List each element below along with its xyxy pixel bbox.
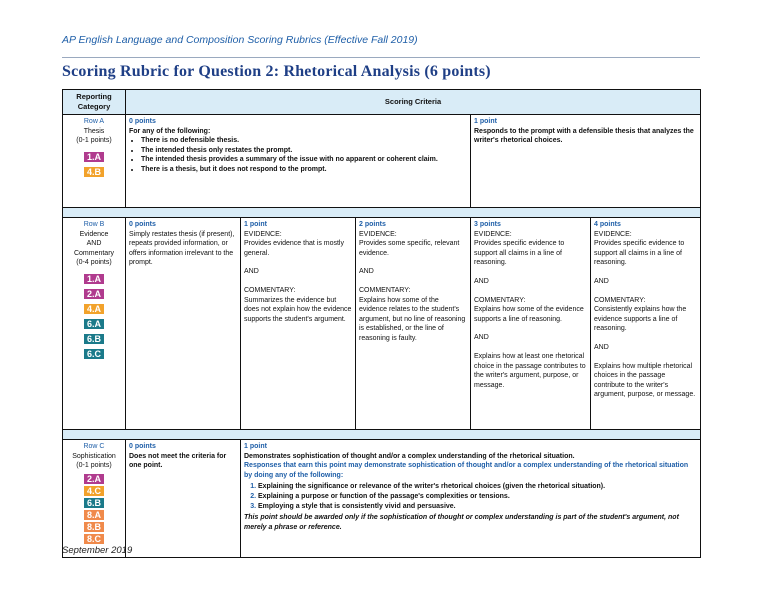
and-label: AND [474, 277, 489, 285]
commentary-text: Summarizes the evidence but does not explain how the evidence supports the student's argument. [244, 296, 352, 323]
evidence-label: EVIDENCE: [244, 230, 282, 238]
points-label: 1 point [244, 443, 267, 450]
and-label: AND [244, 268, 259, 276]
row-c-closing: This point should be awarded only if the sophistication of thought or complex understanding is part of the student's argument, not merely a phrase or reference. [244, 514, 679, 531]
row-b-and: AND [86, 240, 102, 248]
skill-badge: 2.A [84, 474, 104, 484]
points-label: 1 point [474, 118, 497, 125]
skill-badge: 8.C [84, 534, 104, 544]
header-rule [62, 57, 700, 58]
row-divider [63, 208, 701, 218]
row-c-name: Sophistication [72, 452, 116, 460]
evidence-text: Provides specific evidence to support all claims in a line of reasoning. [474, 240, 565, 267]
and-label: AND [594, 277, 609, 285]
row-a [63, 115, 701, 208]
commentary-text: Explains how some of the evidence supports a line of reasoning. [474, 306, 584, 323]
list-item: • There is no defensible thesis. [141, 136, 467, 146]
extra-text: Explains how at least one rhetorical choice in the passage contributes to the writer's argument, purpose, or message. [474, 352, 586, 389]
row-c-1-text: Demonstrates sophistication of thought and/or a complex understanding of the rhetorical situation. [244, 452, 575, 460]
table-header-row [63, 90, 701, 115]
page-title: Scoring Rubric for Question 2: Rhetorical Analysis (6 points) [62, 63, 491, 80]
row-a-name: Thesis [83, 127, 105, 135]
skill-badge: 1.A [84, 274, 104, 284]
row-a-1-point [471, 115, 701, 208]
evidence-label: EVIDENCE: [359, 230, 397, 238]
row-c-category [63, 440, 126, 558]
row-c [63, 440, 701, 558]
points-label: 0 points [129, 443, 156, 450]
evidence-label: EVIDENCE: [594, 230, 632, 238]
commentary-label: COMMENTARY: [359, 286, 411, 294]
skill-badge: 4.B [84, 167, 104, 177]
row-b-4-points [591, 218, 701, 430]
commentary-label: COMMENTARY: [244, 286, 296, 294]
points-label: 3 points [474, 221, 501, 228]
evidence-text: Provides some specific, relevant evidence. [359, 240, 460, 257]
row-a-range: (0-1 points) [76, 137, 112, 145]
points-label: 4 points [594, 221, 621, 228]
commentary-text: Consistently explains how the evidence supports a line of reasoning. [594, 306, 687, 333]
row-a-category [63, 115, 126, 208]
row-divider [63, 430, 701, 440]
extra-text: Explains how multiple rhetorical choices in the passage contribute to the writer's argument, purpose, or message. [594, 362, 696, 399]
skill-badge: 4.A [84, 304, 104, 314]
skill-badge: 1.A [84, 152, 104, 162]
row-b-1-point [241, 218, 356, 430]
skill-badge: 8.B [84, 522, 104, 532]
skill-badge: 2.A [84, 289, 104, 299]
skill-badge: 8.A [84, 510, 104, 520]
row-b-3-points [471, 218, 591, 430]
list-item: • There is a thesis, but it does not respond to the prompt. [141, 165, 467, 175]
document-header: AP English Language and Composition Scoring Rubrics (Effective Fall 2019) [62, 34, 418, 46]
row-b-name2: Commentary [73, 249, 115, 257]
row-a-intro: For any of the following: [129, 127, 211, 135]
row-a-0-points [126, 115, 471, 208]
and-label: AND [474, 334, 489, 342]
footer-date: September 2019 [62, 545, 133, 556]
row-c-0-points [126, 440, 241, 558]
evidence-text: Provides evidence that is mostly general. [244, 240, 344, 257]
commentary-text: Explains how some of the evidence relates to the student's argument, but no line of reasoning is established, or the line of reasoning is faulty. [359, 296, 466, 342]
category-header: Reporting Category [63, 90, 126, 115]
commentary-label: COMMENTARY: [474, 296, 526, 304]
list-item: 3. Employing a style that is consistently vivid and persuasive. [258, 502, 697, 512]
row-c-range: (0-1 points) [76, 462, 112, 470]
list-item: • The intended thesis provides a summary of the issue with no apparent or coherent claim. [141, 155, 467, 165]
row-b-0-points [126, 218, 241, 430]
row-b-0-text: Simply restates thesis (if present), repeats provided information, or offers information irrelevant to the prompt. [129, 230, 235, 267]
row-c-criteria-list [244, 482, 697, 511]
row-b-label: Row B [83, 221, 105, 228]
commentary-label: COMMENTARY: [594, 296, 646, 304]
row-b-category [63, 218, 126, 430]
points-label: 0 points [129, 118, 156, 125]
criteria-header: Scoring Criteria [126, 90, 701, 115]
row-a-criteria-list [129, 136, 467, 174]
evidence-label: EVIDENCE: [474, 230, 512, 238]
points-label: 0 points [129, 221, 156, 228]
rubric-table [62, 89, 701, 558]
row-b-2-points [356, 218, 471, 430]
points-label: 2 points [359, 221, 386, 228]
list-item: • The intended thesis only restates the prompt. [141, 146, 467, 156]
row-b-skill-badges [66, 274, 122, 359]
row-b-name1: Evidence [79, 230, 109, 238]
row-b [63, 218, 701, 430]
row-c-skill-badges [66, 474, 122, 544]
row-a-1-point-text: Responds to the prompt with a defensible thesis that analyzes the writer's rhetorical choices. [474, 127, 694, 145]
list-item: 1. Explaining the significance or relevance of the writer's rhetorical choices (given the rhetorical situation). [258, 482, 697, 492]
skill-badge: 6.A [84, 319, 104, 329]
and-label: AND [594, 343, 609, 351]
row-b-range: (0-4 points) [76, 259, 112, 267]
skill-badge: 6.B [84, 498, 104, 508]
row-c-note: Responses that earn this point may demonstrate sophistication of thought and/or a complex understanding of the rhetorical situation by doing any of the following: [244, 462, 689, 479]
and-label: AND [359, 268, 374, 276]
evidence-text: Provides specific evidence to support all claims in a line of reasoning. [594, 240, 685, 267]
skill-badge: 6.C [84, 349, 104, 359]
row-a-label: Row A [83, 118, 105, 125]
row-c-1-point [241, 440, 701, 558]
row-c-label: Row C [83, 443, 105, 450]
skill-badge: 6.B [84, 334, 104, 344]
list-item: 2. Explaining a purpose or function of the passage's complexities or tensions. [258, 492, 697, 502]
row-c-0-text: Does not meet the criteria for one point. [129, 452, 227, 470]
skill-badge: 4.C [84, 486, 104, 496]
points-label: 1 point [244, 221, 267, 228]
row-a-skill-badges [66, 152, 122, 177]
